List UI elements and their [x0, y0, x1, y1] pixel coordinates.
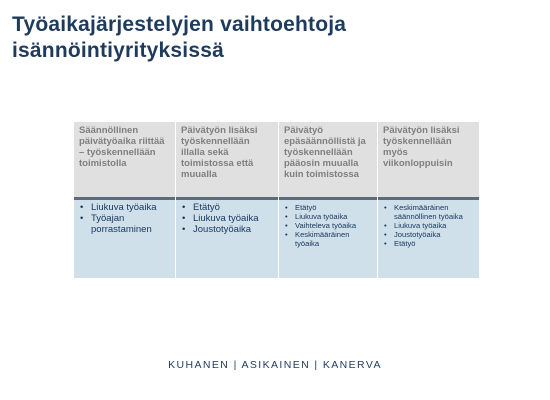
footer-brand: KUHANEN | ASIKAINEN | KANERVA — [168, 359, 382, 371]
column-body-3 — [279, 200, 377, 278]
column-header-1: Säännöllinen päivätyöaika riittää – työskennellään toimistolla — [74, 122, 175, 200]
options-table — [74, 122, 476, 278]
column-body-1 — [74, 200, 175, 278]
list-item: • Liukuva työaika — [179, 213, 275, 224]
title-line-2: isännöintiyrityksissä — [12, 39, 224, 62]
title-line-1: Työaikajärjestelyjen vaihtoehtoja — [12, 13, 347, 36]
list-item: • Etätyö — [381, 239, 476, 248]
list-item: • Vaihteleva työaika — [282, 221, 374, 230]
list-item: • Joustotyöaika — [381, 230, 476, 239]
list-item: • Liukuva työaika — [77, 202, 172, 213]
bullet-list — [77, 202, 172, 235]
bullet-list — [381, 203, 476, 248]
slide-title — [12, 12, 532, 64]
column-header-2: Päivätyön lisäksi työskennellään illalla sekä toimistossa että muualla — [176, 122, 278, 200]
list-item: • Keskimääräinen työaika — [282, 230, 374, 248]
column-body-4 — [378, 200, 479, 278]
column-header-4: Päivätyön lisäksi työskennellään myös viikonloppuisin — [378, 122, 479, 200]
list-item: • Keskimääräinen säännöllinen työaika — [381, 203, 476, 221]
bullet-list — [179, 202, 275, 235]
list-item: • Työajan porrastaminen — [77, 213, 172, 235]
column-header-3: Päivätyö epäsäännöllistä ja työskennellään pääosin muualla kuin toimistossa — [279, 122, 377, 200]
list-item: • Joustotyöaika — [179, 224, 275, 235]
list-item: • Liukuva työaika — [381, 221, 476, 230]
list-item: • Etätyö — [282, 203, 374, 212]
column-body-2 — [176, 200, 278, 278]
bullet-list — [282, 203, 374, 248]
list-item: • Liukuva työaika — [282, 212, 374, 221]
list-item: • Etätyö — [179, 202, 275, 213]
